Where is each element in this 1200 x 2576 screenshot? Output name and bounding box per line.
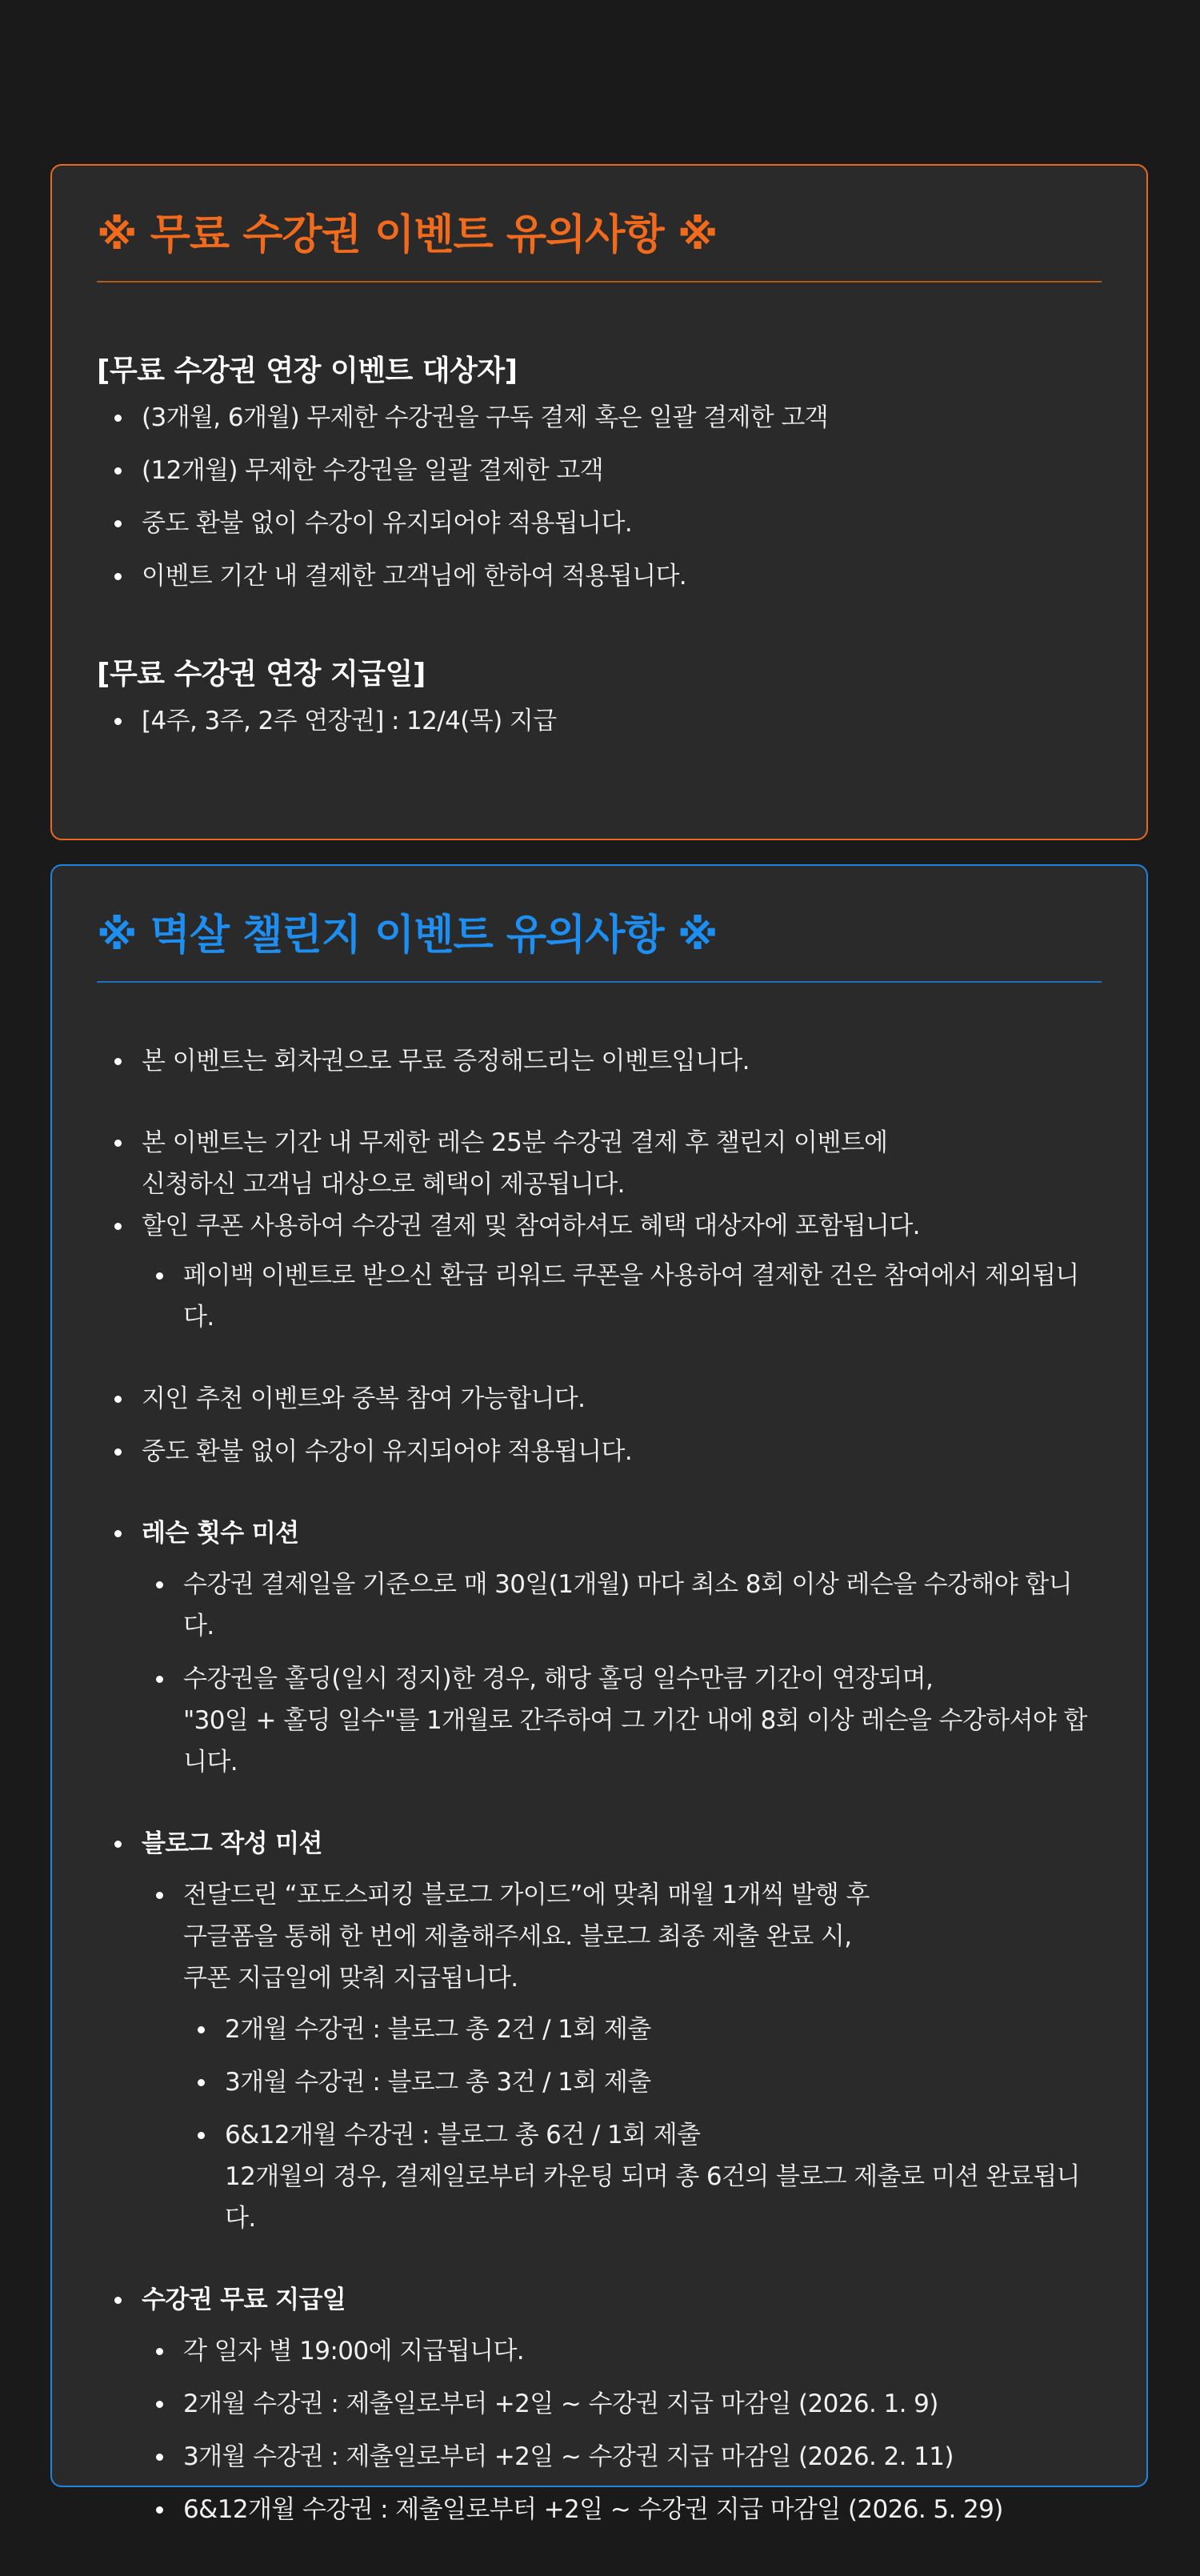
coupon-sub-item: 페이백 이벤트로 받으신 환급 리워드 쿠폰을 사용하여 결제한 건은 참여에서 제외됩니다. [183, 1255, 1102, 1338]
target-item: 이벤트 기간 내 결제한 고객님에 한하여 적용됩니다. [142, 555, 1102, 597]
free-pass-title: ※ 무료 수강권 이벤트 유의사항 ※ [97, 211, 718, 259]
payout-list [142, 2330, 1102, 2530]
blog-quota-list [183, 2009, 1102, 2239]
blog-mission-label: 블로그 작성 미션 [142, 1829, 322, 1859]
payout-item: 각 일자 별 19:00에 지급됩니다. [183, 2330, 1102, 2372]
challenge-coupon-text: 할인 쿠폰 사용하여 수강권 결제 및 참여하셔도 혜택 대상자에 포함됩니다. [142, 1212, 920, 1241]
challenge-divider [97, 981, 1102, 983]
target-list [97, 397, 1102, 597]
challenge-list [97, 1040, 1102, 2530]
coupon-sub-list [142, 1255, 1102, 1338]
date-item: [4주, 3주, 2주 연장권] : 12/4(목) 지급 [142, 700, 1102, 742]
payout-item: 2개월 수강권 : 제출일로부터 +2일 ~ 수강권 지급 마감일 (2026. 1. 9) [183, 2383, 1102, 2425]
blog-mission [142, 1823, 1102, 2239]
challenge-referral: 지인 추천 이벤트와 중복 참여 가능합니다. [142, 1378, 1102, 1420]
free-pass-divider [97, 281, 1102, 282]
lesson-mission-list [142, 1564, 1102, 1783]
payout-section [142, 2279, 1102, 2530]
date-heading: [무료 수강권 연장 지급일] [97, 658, 426, 691]
lesson-mission-item: 수강권 결제일을 기준으로 매 30일(1개월) 마다 최소 8회 이상 레슨을 수강해야 합니다. [183, 1564, 1102, 1647]
lesson-mission-label: 레슨 횟수 미션 [142, 1519, 299, 1548]
payout-item: 3개월 수강권 : 제출일로부터 +2일 ~ 수강권 지급 마감일 (2026. 2. 11) [183, 2436, 1102, 2478]
payout-item: 6&12개월 수강권 : 제출일로부터 +2일 ~ 수강권 지급 마감일 (2026. 5. 29) [183, 2489, 1102, 2530]
target-item: (3개월, 6개월) 무제한 수강권을 구독 결제 혹은 일괄 결제한 고객 [142, 397, 1102, 439]
blog-quota-item: 6&12개월 수강권 : 블로그 총 6건 / 1회 제출 12개월의 경우, 결제일로부터 카운팅 되며 총 6건의 블로그 제출로 미션 완료됩니다. [225, 2114, 1102, 2239]
challenge-refund: 중도 환불 없이 수강이 유지되어야 적용됩니다. [142, 1431, 1102, 1472]
target-item: 중도 환불 없이 수강이 유지되어야 적용됩니다. [142, 503, 1102, 544]
free-pass-notice-card [50, 164, 1148, 840]
lesson-mission-item: 수강권을 홀딩(일시 정지)한 경우, 해당 홀딩 일수만큼 기간이 연장되며, "30일 + 홀딩 일수"를 1개월로 간주하여 그 기간 내에 8회 이상 레슨을 수강하셔야 합니다. [183, 1658, 1102, 1783]
blog-mission-desc [183, 1874, 1102, 2239]
date-list [97, 700, 1102, 742]
target-item: (12개월) 무제한 수강권을 일괄 결제한 고객 [142, 450, 1102, 491]
blog-quota-item: 3개월 수강권 : 블로그 총 3건 / 1회 제출 [225, 2061, 1102, 2103]
challenge-intro: 본 이벤트는 회차권으로 무료 증정해드리는 이벤트입니다. [142, 1040, 1102, 1082]
payout-label: 수강권 무료 지급일 [142, 2286, 346, 2315]
blog-mission-desc-text: 전달드린 “포도스피킹 블로그 가이드”에 맞춰 매월 1개씩 발행 후 구글폼을 통해 한 번에 제출해주세요. 블로그 최종 제출 완료 시, 쿠폰 지급일에 맞춰 지급됩니다. [183, 1881, 870, 1993]
challenge-title: ※ 멱살 챌린지 이벤트 유의사항 ※ [97, 911, 718, 959]
challenge-eligibility: 본 이벤트는 기간 내 무제한 레슨 25분 수강권 결제 후 챌린지 이벤트에 신청하신 고객님 대상으로 혜택이 제공됩니다. [142, 1122, 1102, 1205]
lesson-mission [142, 1512, 1102, 1783]
challenge-notice-card [50, 864, 1148, 2525]
blog-mission-list [142, 1874, 1102, 2239]
target-heading: [무료 수강권 연장 이벤트 대상자] [97, 355, 518, 388]
blog-quota-item: 2개월 수강권 : 블로그 총 2건 / 1회 제출 [225, 2009, 1102, 2050]
challenge-coupon [142, 1205, 1102, 1338]
